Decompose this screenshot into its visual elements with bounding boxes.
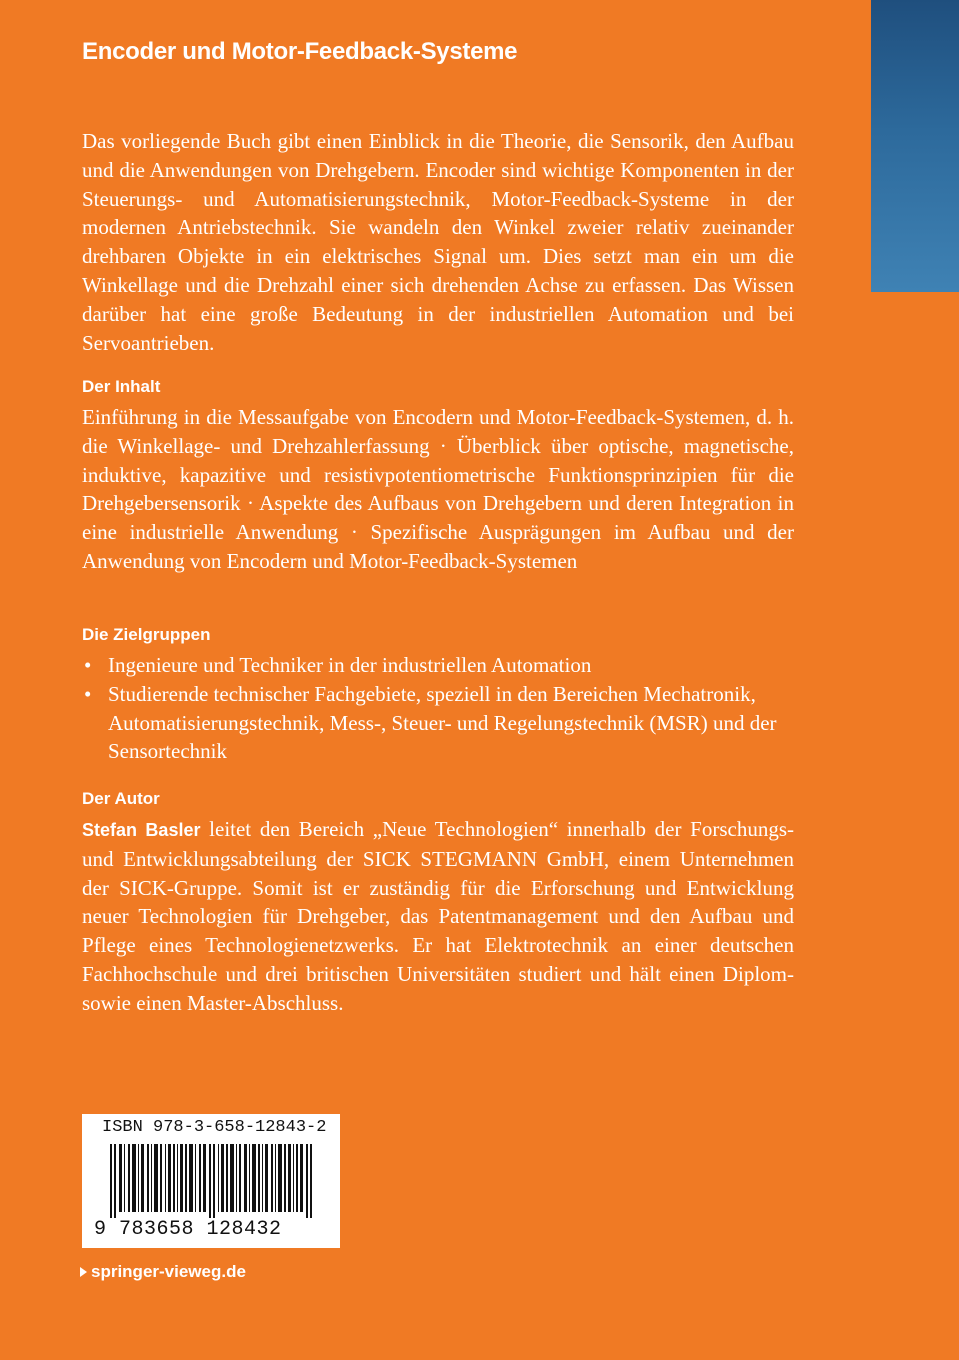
arrow-right-icon [80, 1267, 87, 1277]
inhalt-heading: Der Inhalt [82, 377, 161, 396]
author-bio: leitet den Bereich „Neue Technologien“ innerhalb der Forschungs- und Entwicklungsabteilung der SICK STEGMANN GmbH, einem Unternehmen der SICK-Gruppe. Somit ist er zuständig für die Erforschung und Entwicklung neuer Technologien für Drehgeber, das Patentmanagement und den Aufbau und Pflege eines Technologienetzwerks. Er hat Elektrotechnik an einer deutschen Fachhochschule und drei britischen Universitäten studiert und hält einen Diplom- sowie einen Master-Abschluss. [82, 817, 794, 1015]
bullet-icon: • [84, 653, 92, 677]
autor-heading: Der Autor [82, 789, 160, 808]
author-name: Stefan Basler [82, 820, 201, 840]
inhalt-paragraph: Einführung in die Messaufgabe von Encodern und Motor-Feedback-Systemen, d. h. die Winkellage- und Drehzahlerfassung · Überblick über optische, magnetische, induktive, kapazitive und resistivpotentiometrische Funktionsprinzipien für die Drehgebersensorik · Aspekte des Aufbaus von Drehgebern und deren Integration in eine industrielle Anwendung · Spezifische Ausprägungen im Aufbau und der Anwendung von Encodern und Motor-Feedback-Systemen [82, 405, 794, 573]
list-item [82, 680, 794, 766]
isbn-label: ISBN 978-3-658-12843-2 [102, 1118, 327, 1137]
barcode-box [82, 1114, 340, 1248]
zielgruppen-list [82, 651, 794, 766]
zielgruppen-heading: Die Zielgruppen [82, 625, 211, 644]
list-item [82, 651, 794, 680]
autor-paragraph [82, 815, 794, 1018]
website-text: springer-vieweg.de [91, 1262, 246, 1281]
accent-strip [871, 0, 959, 292]
list-item-text: Studierende technischer Fachgebiete, speziell in den Bereichen Mechatronik, Automatisierungstechnik, Mess-, Steuer- und Regelungstechnik (MSR) und der Sensortechnik [108, 681, 777, 764]
barcode-digits: 9 783658 128432 [94, 1218, 282, 1241]
book-title: Encoder und Motor-Feedback-Systeme [82, 38, 518, 65]
list-item-text: Ingenieure und Techniker in der industriellen Automation [108, 653, 592, 677]
barcode-icon [110, 1144, 316, 1218]
intro-paragraph: Das vorliegende Buch gibt einen Einblick in die Theorie, die Sensorik, den Aufbau und die Anwendungen von Drehgebern. Encoder sind wichtige Komponenten in der Steuerungs- und Automatisierungstechnik, Motor-Feedback-Systeme in der modernen Antriebstechnik. Sie wandeln den Winkel zweier relativ zueinander drehbaren Objekte in ein elektrisches Signal um. Dies setzt man ein um die Winkellage und die Drehzahl einer sich drehenden Achse zu erfassen. Das Wissen darüber hat eine große Bedeutung in der industriellen Automation und bei Servoantrieben. [82, 129, 794, 355]
bullet-icon: • [84, 681, 92, 706]
website-link[interactable] [80, 1262, 246, 1282]
